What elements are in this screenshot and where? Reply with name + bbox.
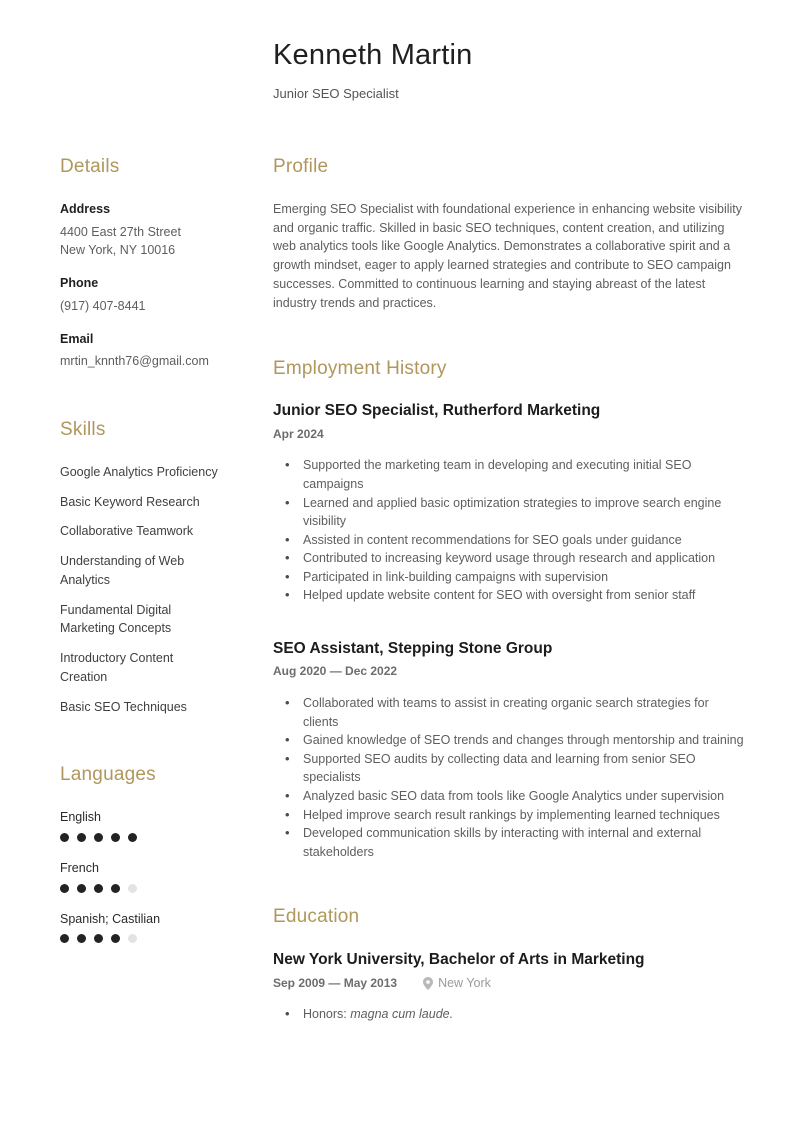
skills-list [60, 463, 222, 717]
language-name: English [60, 810, 101, 825]
level-dot [60, 884, 69, 893]
honors-label: Honors: [303, 1007, 351, 1022]
resume-header [273, 38, 747, 103]
language-name: French [60, 860, 99, 875]
bullet-item: • Supported the marketing team in developing and executing initial SEO campaigns [285, 456, 747, 493]
level-dot [77, 934, 86, 943]
education-location-text: New York [438, 976, 491, 991]
profile-text: Emerging SEO Specialist with foundational experience in enhancing website visibility and organic traffic. Skilled in basic SEO techniques, content creation, and utilizing web analytics tools like Google Analytics. Demonstrates a collaborative spirit and a growth mindset, eager to apply learned strategies and contribute to SEO campaign successes. Committed to continuous learning and staying abreast of the latest industry trends and practices. [273, 201, 743, 310]
bullet-item: • Helped update website content for SEO with oversight from senior staff [285, 586, 747, 605]
location-pin-icon [423, 977, 433, 990]
language-level-dots [60, 833, 222, 842]
education-dates: Sep 2009 — May 2013 [273, 975, 398, 990]
phone-value: (917) 407-8441 [60, 298, 146, 313]
email-label: Email [60, 331, 94, 346]
languages-heading: Languages [60, 764, 156, 786]
skill-item: Understanding of Web Analytics [60, 554, 185, 587]
job-dates: Apr 2024 [273, 426, 324, 441]
languages-section [60, 764, 222, 943]
profile-section [273, 156, 747, 313]
bullet-item: • Assisted in content recommendations for SEO goals under guidance [285, 531, 747, 550]
address-label: Address [60, 201, 111, 216]
main-column [273, 156, 747, 1024]
resume-columns [60, 156, 747, 1024]
skill-item: Collaborative Teamwork [60, 524, 194, 539]
language-item [60, 859, 222, 893]
level-dot [77, 833, 86, 842]
address-line-1: 4400 East 27th Street [60, 224, 181, 239]
skill-item: Introductory Content Creation [60, 651, 174, 684]
skill-item: Basic SEO Techniques [60, 699, 187, 714]
bullet-item: • Learned and applied basic optimization strategies to improve search engine visibility [285, 494, 747, 531]
education-date-row [273, 976, 747, 992]
bullet-item: • Helped improve search result rankings by implementing learned techniques [285, 806, 747, 825]
language-name: Spanish; Castilian [60, 911, 161, 926]
job-entry [273, 401, 747, 605]
language-item [60, 910, 222, 944]
languages-list [60, 808, 222, 943]
bullet-item: • Analyzed basic SEO data from tools like Google Analytics under supervision [285, 787, 747, 806]
job-title: SEO Assistant, Stepping Stone Group [273, 640, 553, 658]
sidebar [60, 156, 222, 1024]
level-dot [94, 934, 103, 943]
level-dot [60, 934, 69, 943]
bullet-item: • Contributed to increasing keyword usage through research and application [285, 549, 747, 568]
skill-item: Fundamental Digital Marketing Concepts [60, 602, 172, 636]
address-group [60, 200, 222, 260]
skill-item: Google Analytics Proficiency [60, 464, 218, 479]
email-value: mrtin_knnth76@gmail.com [60, 354, 209, 369]
education-heading: Education [273, 906, 360, 928]
details-section [60, 156, 222, 371]
skill-item: Basic Keyword Research [60, 494, 200, 509]
level-dot [60, 833, 69, 842]
education-entry [273, 950, 747, 1024]
job-entry [273, 639, 747, 861]
address-line-2: New York, NY 10016 [60, 243, 176, 258]
level-dot [94, 884, 103, 893]
skills-section [60, 419, 222, 716]
honors-value: magna cum laude. [350, 1007, 454, 1022]
details-heading: Details [60, 155, 120, 177]
employment-section [273, 358, 747, 862]
job-bullet-list [273, 694, 747, 861]
level-dot [128, 934, 137, 943]
bullet-item: • Supported SEO audits by collecting data and learning from senior SEO specialists [285, 750, 747, 787]
candidate-job-title: Junior SEO Specialist [273, 85, 399, 101]
language-level-dots [60, 934, 222, 943]
level-dot [111, 934, 120, 943]
employment-heading: Employment History [273, 357, 447, 379]
email-group [60, 330, 222, 372]
language-item [60, 808, 222, 842]
level-dot [128, 884, 137, 893]
education-location [423, 976, 491, 990]
bullet-item [285, 1005, 747, 1024]
level-dot [128, 833, 137, 842]
skills-heading: Skills [60, 419, 106, 441]
candidate-name: Kenneth Martin [273, 39, 473, 71]
phone-group [60, 274, 222, 316]
bullet-item: • Developed communication skills by interacting with internal and external stakeholders [285, 824, 747, 861]
phone-label: Phone [60, 276, 99, 291]
jobs-list [273, 401, 747, 861]
bullet-item: • Collaborated with teams to assist in creating organic search strategies for clients [285, 694, 747, 731]
level-dot [111, 884, 120, 893]
education-title: New York University, Bachelor of Arts in Marketing [273, 951, 645, 969]
education-bullet-list [273, 1005, 747, 1024]
profile-heading: Profile [273, 155, 329, 177]
job-title: Junior SEO Specialist, Rutherford Marketing [273, 402, 601, 420]
bullet-item: • Gained knowledge of SEO trends and changes through mentorship and training [285, 731, 747, 750]
education-section [273, 906, 747, 1023]
language-level-dots [60, 884, 222, 893]
bullet-item: • Participated in link-building campaigns with supervision [285, 568, 747, 587]
level-dot [111, 833, 120, 842]
job-bullet-list [273, 456, 747, 605]
level-dot [94, 833, 103, 842]
level-dot [77, 884, 86, 893]
job-dates: Aug 2020 — Dec 2022 [273, 664, 398, 679]
